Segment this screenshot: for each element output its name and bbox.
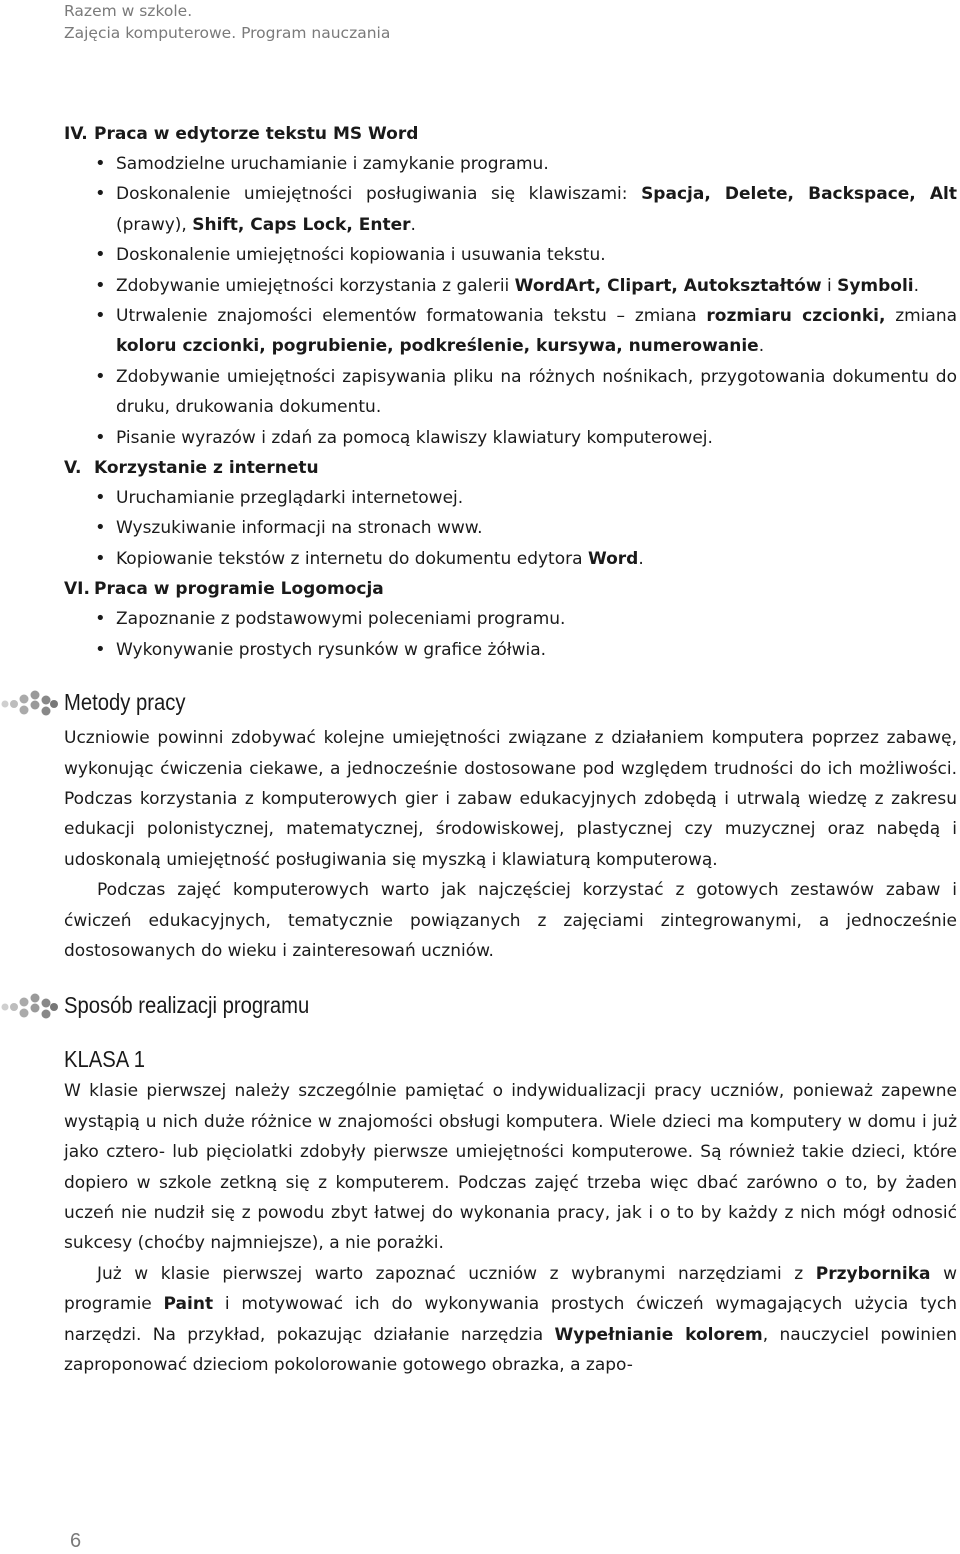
section-v-title [64,453,957,483]
list-item: • Doskonalenie umiejętności kopiowania i usuwania tekstu. [64,240,957,270]
list-item: • Wyszukiwanie informacji na stronach www. [64,513,957,543]
section-title-text: Korzystanie z internetu [94,458,319,479]
section-iv-list [64,149,957,453]
page-number: 6 [70,1530,82,1552]
metody-heading-row [64,685,957,723]
running-header [64,0,390,44]
section-iv-title [64,119,957,149]
list-item: • Pisanie wyrazów i zdań za pomocą klawiszy klawiatury komputerowej. [64,423,957,453]
list-item: • Zdobywanie umiejętności zapisywania pliku na różnych nośnikach, przygotowania dokumentu do druku, drukowania dokumentu. [64,362,957,423]
list-item: • Wykonywanie prostych rysunków w grafice żółwia. [64,635,957,665]
list-item: • Uruchamianie przeglądarki internetowej. [64,483,957,513]
section-number: V. [64,458,82,479]
metody-paragraph-2: Podczas zajęć komputerowych warto jak najczęściej korzystać z gotowych zestawów zabaw i ćwiczeń edukacyjnych, tematycznie powiązanych z zajęciami zintegrowanymi, a jednocześnie dostosowanych do wieku i zainteresowań uczniów. [64,880,957,961]
metody-heading: Metody pracy [64,689,186,716]
section-title-text: Praca w edytorze tekstu MS Word [94,124,419,144]
metody-paragraph-1: Uczniowie powinni zdobywać kolejne umiejętności związane z działaniem komputera poprzez zabawę, wykonując ćwiczenia ciekawe, a jednocześnie dostosowane pod względem trudności do ich możliwości. Podczas korzystania z komputerowych gier i zabaw edukacyjnych zdobędą i utrwalą wiedzę z zakresu edukacji polonistycznej, matematycznej, środowiskowej, plastycznej czy muzycznej oraz nabędą i udoskonalą umiejętność posługiwania się myszką i klawiaturą komputerową. [64,728,957,870]
dots-decoration-icon [0,992,60,1022]
list-item: • Utrwalenie znajomości elementów formatowania tekstu – zmiana rozmiaru czcionki, zmiana koloru czcionki, pogrubienie, podkreślenie, kursywa, numerowanie. [64,301,957,362]
list-item: • Samodzielne uruchamianie i zamykanie programu. [64,149,957,179]
sposob-paragraph-2: Już w klasie pierwszej warto zapoznać uczniów z wybranymi narzędziami z Przybornika w programie Paint i motywować ich do wykonywania prostych ćwiczeń wymagających użycia tych narzędzi. Na przykład, pokazując działanie narzędzia Wypełnianie kolorem, nauczyciel powinien zaproponować dzieciom pokolorowanie gotowego obrazka, a zapo- [64,1263,957,1375]
list-item: • Doskonalenie umiejętności posługiwania się klawiszami: Spacja, Delete, Backspace, Alt (prawy), Shift, Caps Lock, Enter. [64,179,957,240]
list-item: • Zdobywanie umiejętności korzystania z galerii WordArt, Clipart, Autokształtów i Symboli. [64,271,957,301]
klasa-heading: KLASA 1 [64,1046,146,1073]
sposob-heading: Sposób realizacji programu [64,992,310,1019]
section-vi-list [64,604,957,665]
section-v-list [64,483,957,574]
list-item: • Zapoznanie z podstawowymi poleceniami programu. [64,604,957,634]
header-line-1: Razem w szkole. [64,2,193,20]
header-line-2: Zajęcia komputerowe. Program nauczania [64,24,391,42]
section-vi-title [64,574,957,604]
section-number: VI. [64,579,90,600]
dots-decoration-icon [0,689,60,719]
section-number: IV. [64,124,88,144]
section-title-text: Praca w programie Logomocja [94,579,384,600]
page-content [64,119,957,1380]
list-item: • Kopiowanie tekstów z internetu do dokumentu edytora Word. [64,544,957,574]
sposob-heading-row [64,988,957,1026]
sposob-paragraph-1: W klasie pierwszej należy szczególnie pamiętać o indywidualizacji pracy uczniów, ponieważ zapewne wystąpią u nich duże różnice w znajomości obsługi komputera. Wiele dzieci ma komputery w domu i już jako cztero- lub pięciolatki zdobyły pierwsze umiejętności komputerowe. Są również takie dzieci, które dopiero w szkole zetkną się z komputerem. Podczas zajęć trzeba więc dbać zarówno o to, by żaden uczeń nie nudził się z powodu zbyt łatwej do wykonania pracy, jak i o to by każdy z nich mógł odnosić sukcesy (choćby najmniejsze), a nie porażki. [64,1081,957,1254]
